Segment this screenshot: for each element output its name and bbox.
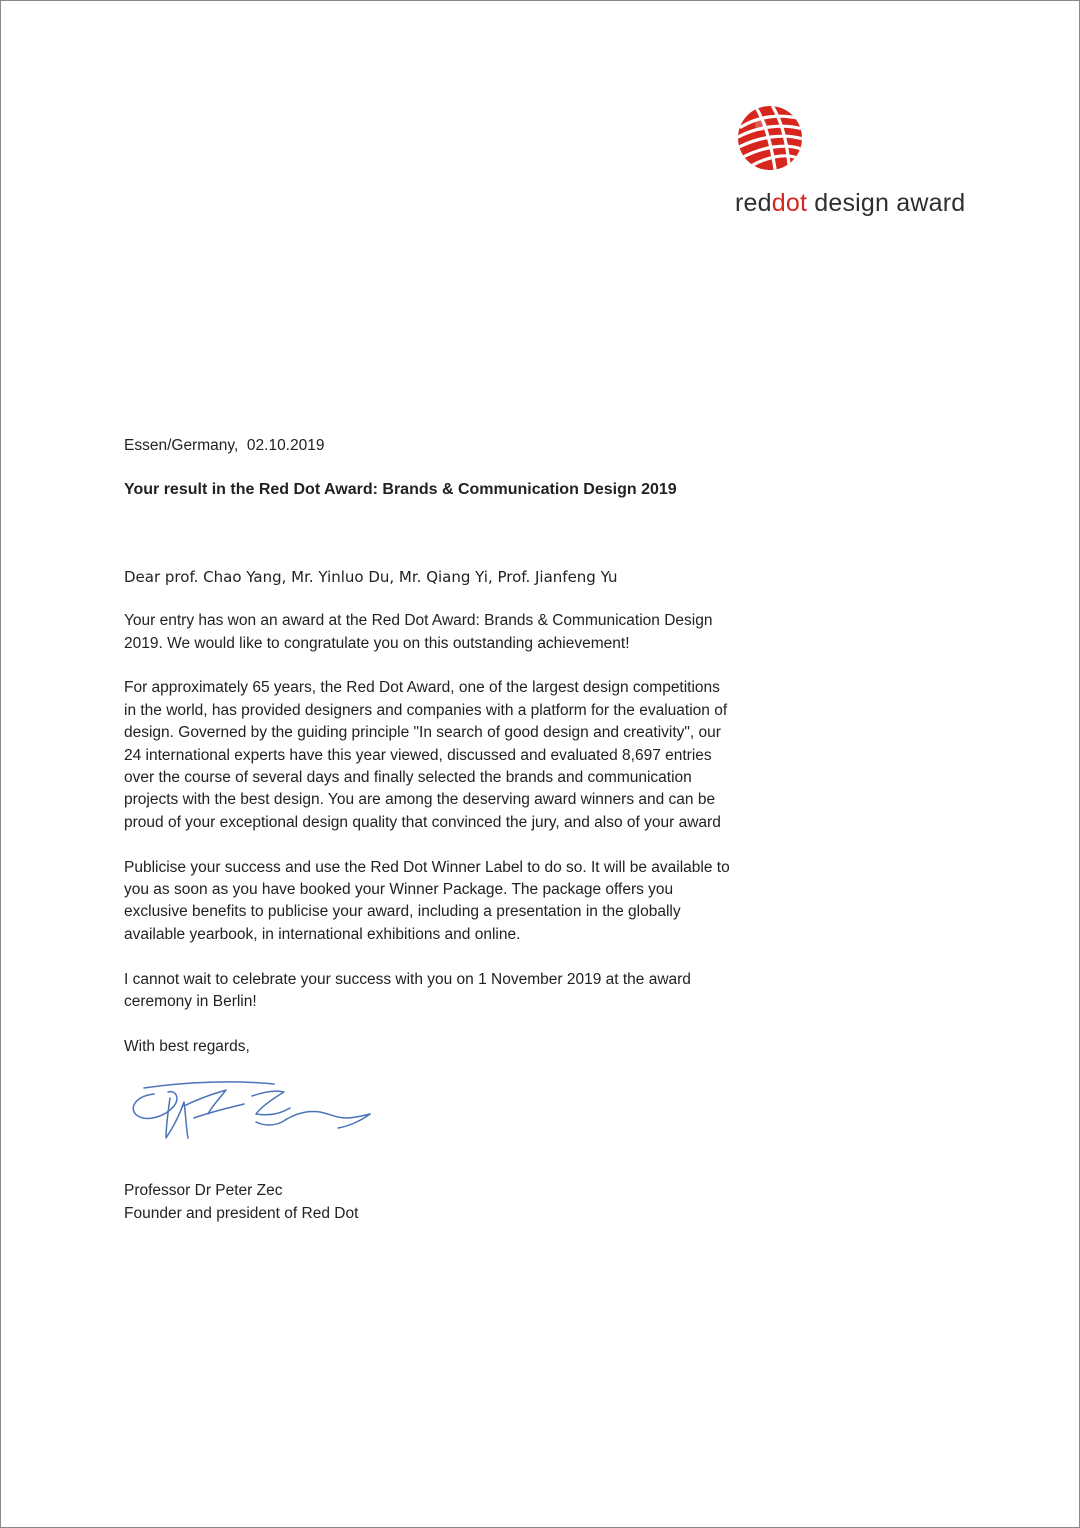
paragraph-winner-label: Publicise your success and use the Red Dot Winner Label to do so. It will be available to you as soon as you have booked your Winner Package. The package offers you exclusive benefits to publicise your award, including a presentation in the globally available yearbook, in international exhibitions and online. bbox=[124, 858, 730, 943]
place-date: Essen/Germany, 02.10.2019 bbox=[124, 437, 325, 454]
letter-body bbox=[124, 435, 734, 1225]
paragraph-about-award: For approximately 65 years, the Red Dot Award, one of the largest design competitions in the world, has provided designers and companies with a platform for the evaluation of design. Governed by the guiding principle "In search of good design and creativity", our 24 international experts have this year viewed, discussed and evaluated 8,697 entries over the course of several days and finally selected the brands and communication projects with the best design. You are among the deserving award winners and can be proud of your exceptional design quality that convinced the jury, and also of your award bbox=[124, 679, 728, 831]
letter-subject: Your result in the Red Dot Award: Brands & Communication Design 2019 bbox=[124, 481, 677, 499]
handwritten-signature bbox=[124, 1076, 384, 1156]
red-dot-sphere-icon bbox=[735, 103, 805, 173]
wordmark-dot: dot bbox=[771, 189, 808, 217]
paragraph-congratulations: Your entry has won an award at the Red Dot Award: Brands & Communication Design 2019. We would like to congratulate you on this outstanding achievement! bbox=[124, 612, 713, 652]
closing: With best regards, bbox=[124, 1037, 250, 1055]
reddot-wordmark bbox=[735, 191, 965, 216]
wordmark-red: red bbox=[735, 189, 772, 217]
paragraph-ceremony: I cannot wait to celebrate your success with you on 1 November 2019 at the award ceremony in Berlin! bbox=[124, 970, 691, 1011]
signer-name: Professor Dr Peter Zec bbox=[124, 1182, 283, 1200]
signer-title: Founder and president of Red Dot bbox=[124, 1204, 359, 1222]
salutation: Dear prof. Chao Yang, Mr. Yinluo Du, Mr. Qiang Yi, Prof. Jianfeng Yu bbox=[124, 567, 618, 586]
wordmark-design-award: design award bbox=[807, 189, 966, 217]
reddot-logo bbox=[723, 97, 966, 237]
